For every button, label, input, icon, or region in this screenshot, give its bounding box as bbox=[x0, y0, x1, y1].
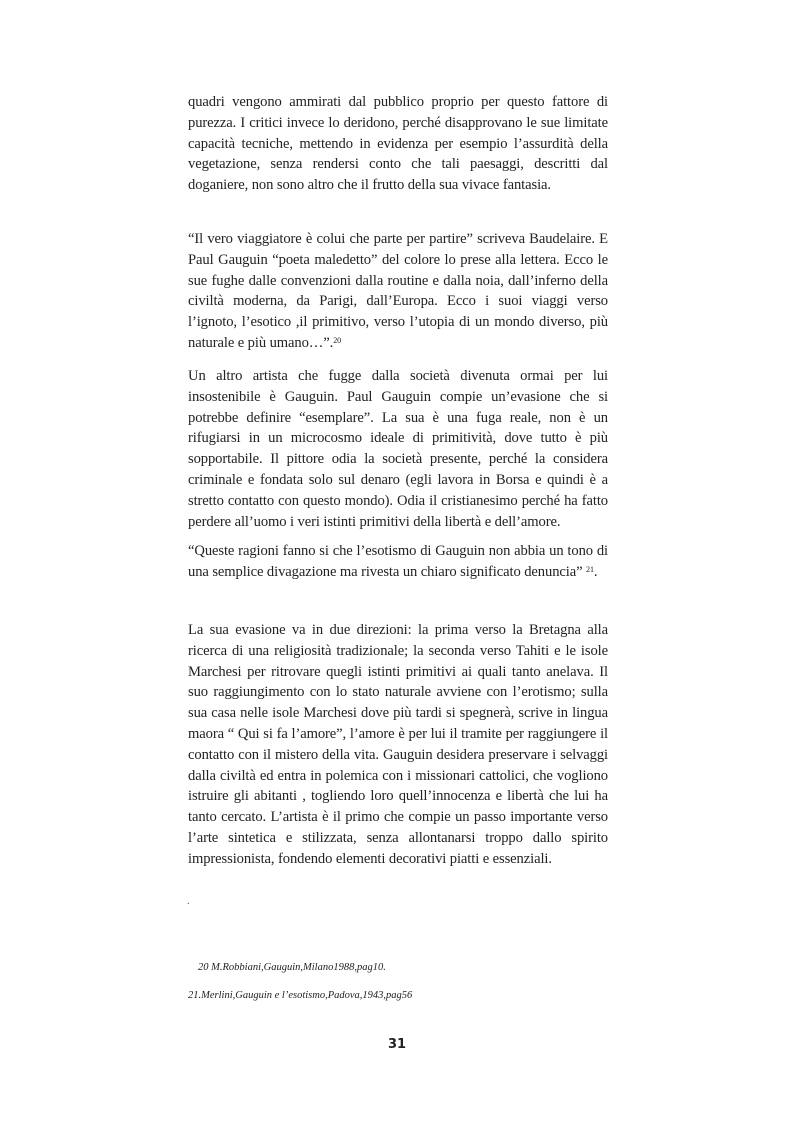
stray-mark: . bbox=[187, 896, 190, 907]
footnote-ref-20: 20 bbox=[333, 335, 342, 345]
paragraph-2-text: “Il vero viaggiatore è colui che parte per partire” scriveva Baudelaire. E Paul Gauguin “poeta maledetto” del colore lo prese alla lettera. Ecco le sue fughe dalle convenzioni dalla routine e dalla noia, dall’inferno della civiltà moderna, da Parigi, dall’Europa. Ecco i suoi viaggi verso l’ignoto, l’esotico ,il primitivo, verso l’utopia di un mondo diverso, più naturale e più umano…”. bbox=[188, 231, 608, 351]
paragraph-4-text: “Queste ragioni fanno si che l’esotismo di Gauguin non abbia un tono di una semplice divagazione ma rivesta un chiaro significato denuncia” bbox=[188, 543, 608, 580]
footnote-20: 20 M.Robbiani,Gauguin,Milano1988,pag10. bbox=[198, 962, 386, 973]
paragraph-4-end: . bbox=[593, 563, 598, 580]
paragraph-1 bbox=[188, 92, 608, 196]
paragraph-3 bbox=[188, 366, 608, 532]
footnote-ref-21: 21 bbox=[586, 564, 594, 574]
page-number: 31 bbox=[387, 1037, 407, 1052]
paragraph-4-body bbox=[188, 541, 608, 583]
paragraph-5 bbox=[188, 620, 608, 870]
paragraph-4 bbox=[188, 541, 608, 583]
footnote-21: 21.Merlini,Gauguin e l’esotismo,Padova,1943,pag56 bbox=[188, 990, 413, 1001]
paragraph-3-text: Un altro artista che fugge dalla società divenuta ormai per lui insostenibile è Gauguin. Paul Gauguin compie un’evasione che si potrebbe definire “esemplare”. La sua è una fuga reale, non è un rifugiarsi in un microcosmo ideale di primitività, dove tutto è più sopportabile. Il pittore odia la società presente, perché la considera criminale e fondata solo sul denaro (egli lavora in Borsa e quindi è a stretto contatto con questo mondo). Odia il cristianesimo perché ha fatto perdere all’uomo i veri istinti primitivi della libertà e dell’amore. bbox=[188, 368, 608, 530]
paragraph-1-text: quadri vengono ammirati dal pubblico proprio per questo fattore di purezza. I critici invece lo deridono, perché disapprovano le sue limitate capacità tecniche, mettendo in evidenza per esempio l’assurdità della vegetazione, senza rendersi conto che tali paesaggi, descritti dal doganiere, non sono altro che il frutto della sua vivace fantasia. bbox=[188, 94, 608, 194]
paragraph-2-body bbox=[188, 229, 608, 354]
paragraph-2 bbox=[188, 229, 608, 354]
paragraph-5-text: La sua evasione va in due direzioni: la prima verso la Bretagna alla ricerca di una religiosità tradizionale; la seconda verso Tahiti e le isole Marchesi per ritrovare quegli istinti primitivi ai quali tanto anelava. Il suo raggiungimento con lo stato naturale avviene con l’erotismo; sulla sua casa nelle isole Marchesi dove più tardi si spegnerà, scrive in lingua maora “ Qui si fa l’amore”, l’amore è per lui il tramite per raggiungere il contatto con il mistero della vita. Gauguin desidera preservare i selvaggi dalla civiltà ed entra in polemica con i missionari cattolici, che vogliono istruire gli abitanti , togliendo loro quell’innocenza e libertà che lui ha tanto cercato. L’artista è il primo che compie un passo importante verso l’arte sintetica e stilizzata, senza allontanarsi troppo dallo spirito impressionista, fondendo elementi decorativi piatti e essenziali. bbox=[188, 622, 608, 867]
